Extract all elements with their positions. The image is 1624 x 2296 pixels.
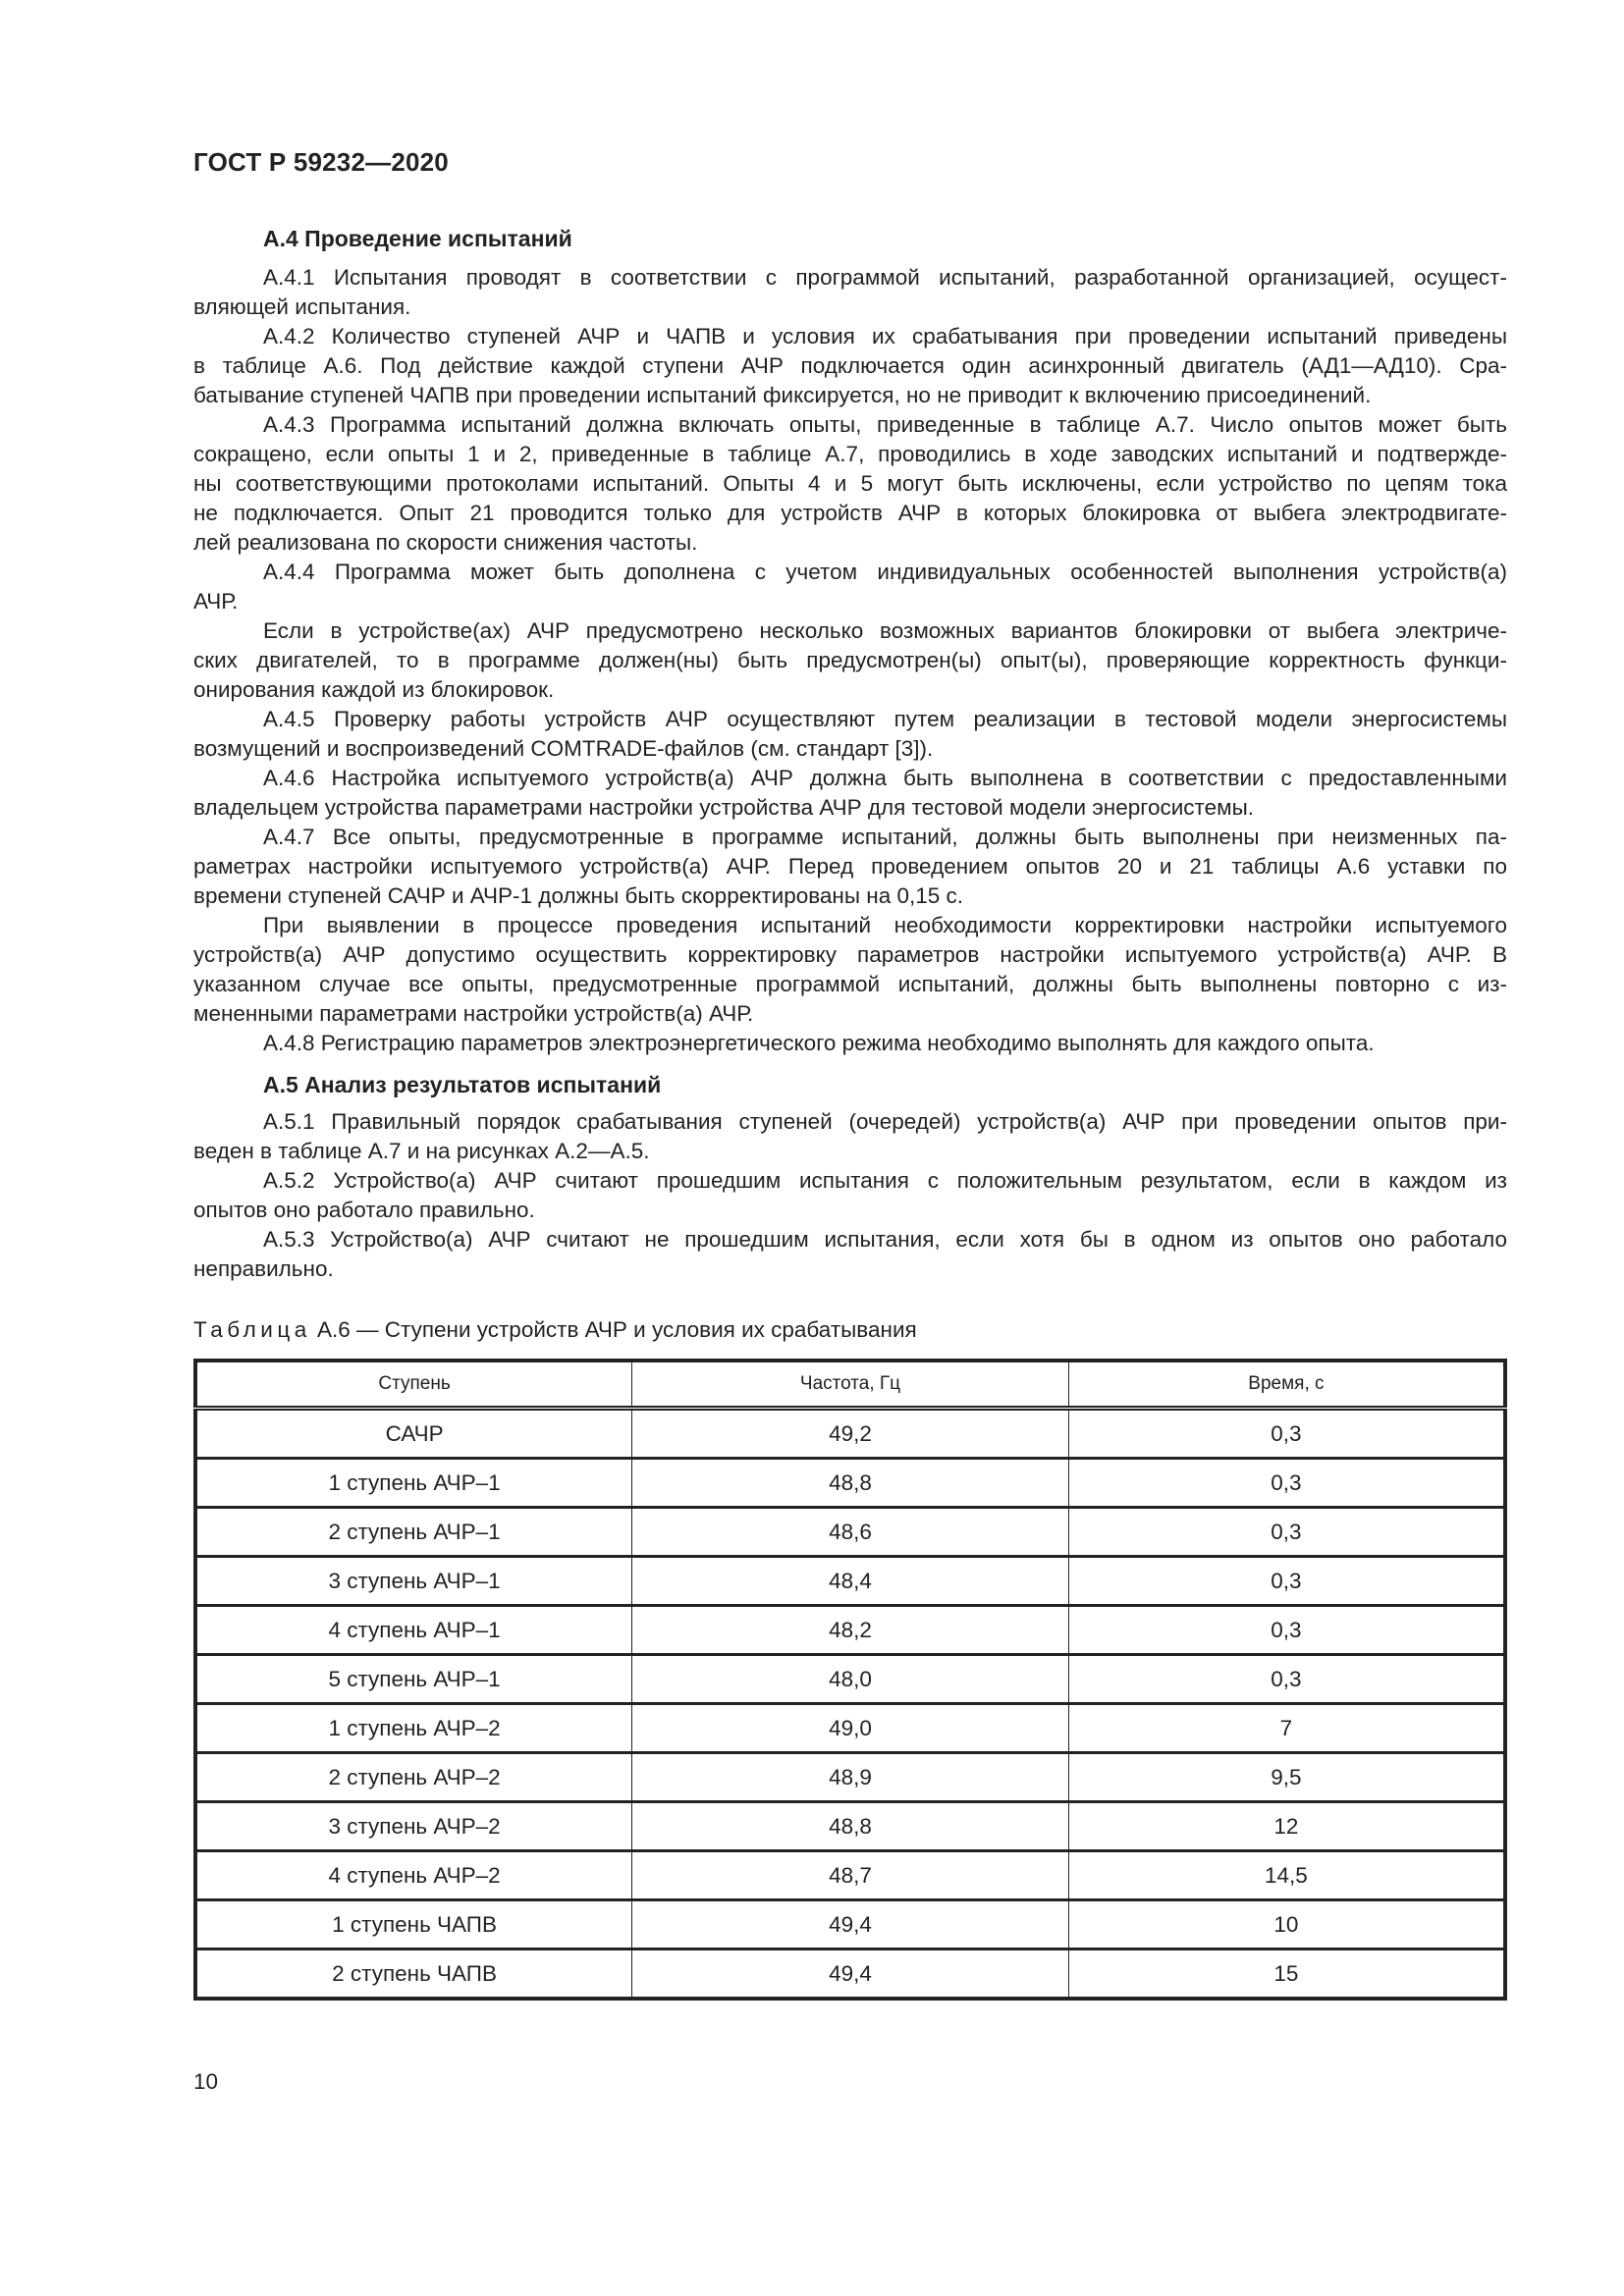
- paragraph-line: А.4.4 Программа может быть дополнена с учетом индивидуальных особенностей выполнения устройств(а): [263, 560, 1507, 584]
- table-row: [195, 1655, 1505, 1704]
- cell-step: 1 ступень АЧР–2: [195, 1704, 632, 1753]
- cell-time: 0,3: [1068, 1606, 1505, 1655]
- cell-step: 4 ступень АЧР–2: [195, 1851, 632, 1900]
- paragraph-line: А.4.7 Все опыты, предусмотренные в программе испытаний, должны быть выполнены при неизменных па-: [263, 825, 1507, 849]
- paragraph-line: А.4.3 Программа испытаний должна включать опыты, приведенные в таблице А.7. Число опытов может быть: [263, 412, 1507, 437]
- paragraph-line: А.4.6 Настройка испытуемого устройств(а) АЧР должна быть выполнена в соответствии с предоставленными: [263, 766, 1507, 790]
- table-row: [195, 1949, 1505, 2000]
- paragraph-line: А.5.3 Устройство(а) АЧР считают не прошедшим испытания, если хотя бы в одном из опытов оно работало: [263, 1227, 1507, 1252]
- table-row: [195, 1753, 1505, 1802]
- paragraph-line: не подключается. Опыт 21 проводится только для устройств АЧР в которых блокировка от выбега электродвигате-: [193, 501, 1507, 525]
- cell-frequency: 49,0: [632, 1704, 1069, 1753]
- cell-step: 2 ступень АЧР–1: [195, 1508, 632, 1557]
- paragraph-line: А.5.2 Устройство(а) АЧР считают прошедшим испытания с положительным результатом, если в каждом из: [263, 1168, 1507, 1193]
- section-a5-body: [193, 1107, 1507, 1284]
- table-caption-label: Таблица: [193, 1317, 311, 1342]
- cell-time: 7: [1068, 1704, 1505, 1753]
- paragraph-line: А.4.5 Проверку работы устройств АЧР осуществляют путем реализации в тестовой модели энергосистемы: [263, 707, 1507, 731]
- paragraph-line: неправильно.: [193, 1256, 334, 1281]
- cell-frequency: 48,9: [632, 1753, 1069, 1802]
- paragraph-line: устройств(а) АЧР допустимо осуществить корректировку параметров настройки испытуемого устройств(а) АЧР. В: [193, 942, 1507, 967]
- paragraph-line: батывание ступеней ЧАПВ при проведении испытаний фиксируется, но не приводит к включению присоединений.: [193, 383, 1372, 407]
- column-header-time: Время, с: [1068, 1361, 1505, 1409]
- table-row: [195, 1409, 1505, 1459]
- cell-frequency: 49,4: [632, 1949, 1069, 2000]
- table-caption-text: А.6 — Ступени устройств АЧР и условия их срабатывания: [310, 1317, 917, 1342]
- cell-step: 2 ступень ЧАПВ: [195, 1949, 632, 2000]
- table-row: [195, 1508, 1505, 1557]
- table-row: [195, 1459, 1505, 1508]
- paragraph-line: сокращено, если опыты 1 и 2, приведенные в таблице А.7, проводились в ходе заводских испытаний и подтвержде-: [193, 442, 1507, 466]
- column-header-step: Ступень: [195, 1361, 632, 1409]
- paragraph-line: При выявлении в процессе проведения испытаний необходимости корректировки настройки испытуемого: [263, 913, 1507, 937]
- paragraph-line: ских двигателей, то в программе должен(ны) быть предусмотрен(ы) опыт(ы), проверяющие корректность функци-: [193, 648, 1507, 672]
- cell-time: 15: [1068, 1949, 1505, 2000]
- paragraph-line: ны соответствующими протоколами испытаний. Опыты 4 и 5 могут быть исключены, если устройство по цепям тока: [193, 471, 1507, 496]
- paragraph-line: А.4.8 Регистрацию параметров электроэнергетического режима необходимо выполнять для каждого опыта.: [263, 1031, 1375, 1055]
- section-heading-a4: А.4 Проведение испытаний: [263, 226, 572, 251]
- cell-step: 5 ступень АЧР–1: [195, 1655, 632, 1704]
- paragraph-line: веден в таблице А.7 и на рисунках А.2—А.5.: [193, 1139, 650, 1163]
- document-code: ГОСТ Р 59232—2020: [193, 147, 449, 177]
- cell-time: 12: [1068, 1802, 1505, 1851]
- cell-time: 0,3: [1068, 1409, 1505, 1459]
- cell-frequency: 48,2: [632, 1606, 1069, 1655]
- cell-step: 4 ступень АЧР–1: [195, 1606, 632, 1655]
- table-body: [195, 1409, 1505, 2000]
- table-header-row: [195, 1361, 1505, 1409]
- cell-frequency: 49,2: [632, 1409, 1069, 1459]
- table-row: [195, 1557, 1505, 1606]
- cell-frequency: 48,4: [632, 1557, 1069, 1606]
- cell-step: 1 ступень ЧАПВ: [195, 1900, 632, 1949]
- paragraph-line: АЧР.: [193, 589, 239, 614]
- cell-time: 0,3: [1068, 1655, 1505, 1704]
- paragraph-line: указанном случае все опыты, предусмотренные программой испытаний, должны быть выполнены повторно с из-: [193, 972, 1507, 996]
- table-row: [195, 1606, 1505, 1655]
- cell-step: 1 ступень АЧР–1: [195, 1459, 632, 1508]
- cell-frequency: 48,7: [632, 1851, 1069, 1900]
- paragraph-line: возмущений и воспроизведений COMTRADE-файлов (см. стандарт [3]).: [193, 736, 934, 761]
- cell-time: 0,3: [1068, 1557, 1505, 1606]
- page-number: 10: [193, 2069, 219, 2094]
- cell-time: 14,5: [1068, 1851, 1505, 1900]
- paragraph-line: раметрах настройки испытуемого устройств(а) АЧР. Перед проведением опытов 20 и 21 таблицы А.6 уставки по: [193, 854, 1507, 879]
- cell-time: 0,3: [1068, 1508, 1505, 1557]
- paragraph-line: А.5.1 Правильный порядок срабатывания ступеней (очередей) устройств(а) АЧР при проведении опытов при-: [263, 1109, 1507, 1134]
- table-row: [195, 1802, 1505, 1851]
- cell-time: 9,5: [1068, 1753, 1505, 1802]
- cell-step: 3 ступень АЧР–1: [195, 1557, 632, 1606]
- cell-frequency: 49,4: [632, 1900, 1069, 1949]
- cell-frequency: 48,8: [632, 1459, 1069, 1508]
- paragraph-line: вляющей испытания.: [193, 294, 411, 319]
- cell-step: 2 ступень АЧР–2: [195, 1753, 632, 1802]
- cell-frequency: 48,8: [632, 1802, 1069, 1851]
- cell-time: 0,3: [1068, 1459, 1505, 1508]
- paragraph-line: онирования каждой из блокировок.: [193, 677, 555, 702]
- cell-time: 10: [1068, 1900, 1505, 1949]
- cell-frequency: 48,6: [632, 1508, 1069, 1557]
- column-header-frequency: Частота, Гц: [632, 1361, 1069, 1409]
- section-a4-body: [193, 263, 1507, 1058]
- section-heading-a5: А.5 Анализ результатов испытаний: [263, 1072, 662, 1097]
- cell-step: 3 ступень АЧР–2: [195, 1802, 632, 1851]
- table-row: [195, 1851, 1505, 1900]
- paragraph-line: времени ступеней САЧР и АЧР-1 должны быть скорректированы на 0,15 с.: [193, 883, 964, 908]
- cell-frequency: 48,0: [632, 1655, 1069, 1704]
- paragraph-line: владельцем устройства параметрами настройки устройства АЧР для тестовой модели энергосистемы.: [193, 795, 1254, 820]
- paragraph-line: Если в устройстве(ах) АЧР предусмотрено несколько возможных вариантов блокировки от выбега электриче-: [263, 618, 1507, 643]
- paragraph-line: мененными параметрами настройки устройств(а) АЧР.: [193, 1001, 754, 1026]
- paragraph-line: в таблице А.6. Под действие каждой ступени АЧР подключается один асинхронный двигатель (АД1—АД10). Сра-: [193, 353, 1507, 378]
- paragraph-line: А.4.2 Количество ступеней АЧР и ЧАПВ и условия их срабатывания при проведении испытаний приведены: [263, 324, 1507, 348]
- paragraph-line: А.4.1 Испытания проводят в соответствии с программой испытаний, разработанной организацией, осущест-: [263, 265, 1507, 290]
- steps-table: [193, 1359, 1507, 2001]
- cell-step: САЧР: [195, 1409, 632, 1459]
- table-row: [195, 1900, 1505, 1949]
- paragraph-line: опытов оно работало правильно.: [193, 1198, 535, 1222]
- table-row: [195, 1704, 1505, 1753]
- paragraph-line: лей реализована по скорости снижения частоты.: [193, 530, 698, 555]
- table-caption: [193, 1315, 917, 1345]
